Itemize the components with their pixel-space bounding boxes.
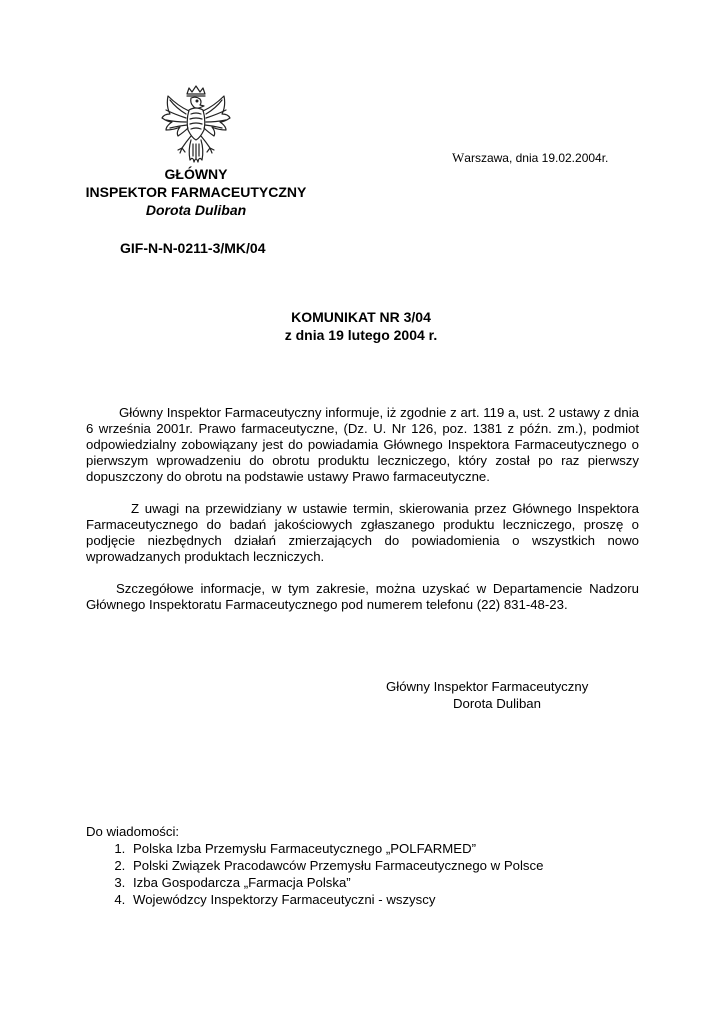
polish-eagle-emblem-icon: [158, 84, 234, 168]
document-title: [200, 308, 522, 344]
distribution-item: 2. Polski Związek Pracodawców Przemysłu Farmaceutycznego w Polsce: [129, 857, 543, 874]
distribution-item: 4. Wojewódzcy Inspektorzy Farmaceutyczni - wszyscy: [129, 891, 543, 908]
reference-number: GIF-N-N-0211-3/MK/04: [120, 240, 266, 256]
distribution-heading: Do wiadomości:: [86, 824, 180, 839]
distribution-item: 1. Polska Izba Przemysłu Farmaceutycznego „POLFARMED”: [129, 840, 543, 857]
title-line-1: KOMUNIKAT NR 3/04: [291, 309, 431, 325]
issuer-line-1: GŁÓWNY: [164, 166, 228, 182]
document-date: Warszawa, dnia 19.02.2004r.: [452, 150, 609, 165]
paragraph-2: Z uwagi na przewidziany w ustawie termin, skierowania przez Głównego Inspektora Farmaceutycznego do badań jakościowych zgłaszanego produktu leczniczego, proszę o podjęcie niezbędnych działań zmierzających do powiadomienia o wszystkich nowo wprowadzanych produktach leczniczych.: [86, 501, 639, 564]
issuer-block: [80, 165, 312, 219]
distribution-list: [86, 823, 543, 908]
body-text: [86, 405, 639, 629]
issuer-name: Dorota Duliban: [145, 202, 247, 218]
paragraph-3: Szczegółowe informacje, w tym zakresie, można uzyskać w Departamencie Nadzoru Głównego Inspektoratu Farmaceutycznego pod numerem telefonu (22) 831-48-23.: [86, 581, 639, 612]
signature-name: Dorota Duliban: [453, 696, 541, 711]
issuer-line-2: INSPEKTOR FARMACEUTYCZNY: [85, 184, 307, 200]
distribution-item: 3. Izba Gospodarcza „Farmacja Polska”: [129, 874, 543, 891]
paragraph-1: Główny Inspektor Farmaceutyczny informuje, iż zgodnie z art. 119 a, ust. 2 ustawy z dnia 6 września 2001r. Prawo farmaceutyczne, (Dz. U. Nr 126, poz. 1381 z późn. zm.), podmiot odpowiedzialny zobowiązany jest do powiadamia Głównego Inspektora Farmaceutycznego o pierwszym wprowadzeniu do obrotu produktu leczniczego, który został po raz pierwszy dopuszczony do obrotu na podstawie ustawy Prawo farmaceutyczne.: [86, 405, 639, 484]
signature-block: [380, 678, 610, 712]
title-line-2: z dnia 19 lutego 2004 r.: [284, 327, 438, 343]
signature-title: Główny Inspektor Farmaceutyczny: [386, 679, 589, 694]
